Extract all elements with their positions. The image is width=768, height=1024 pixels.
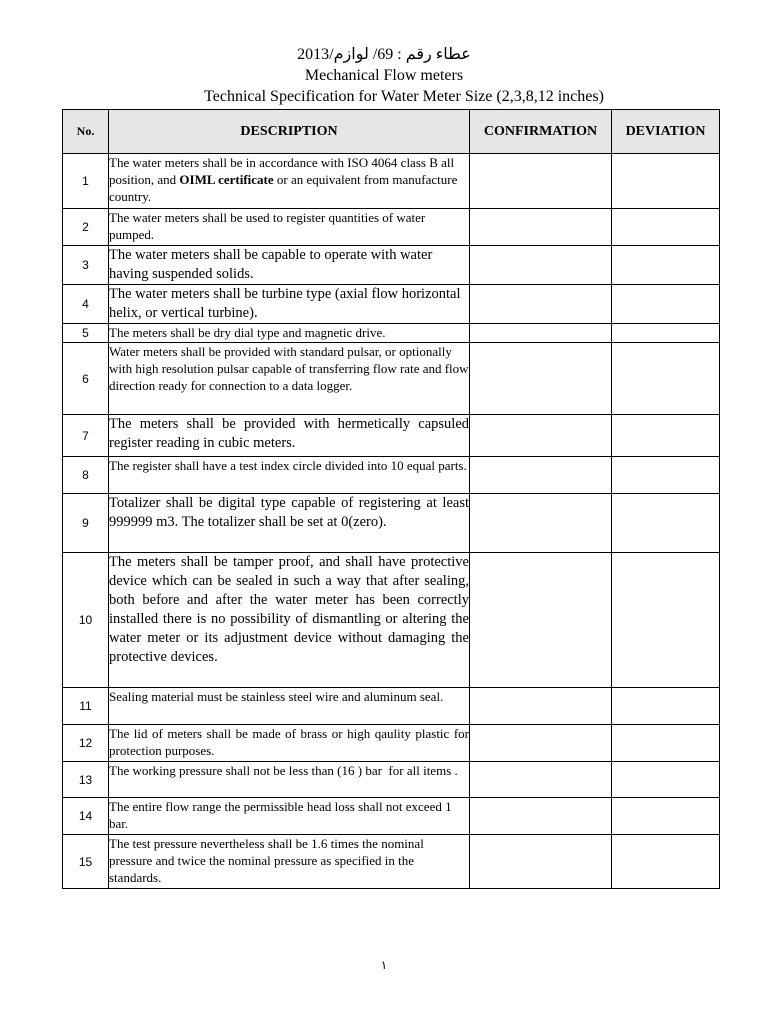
column-header-no: No. (63, 110, 109, 154)
column-header-confirmation: CONFIRMATION (470, 110, 612, 154)
confirmation-cell[interactable] (470, 457, 612, 494)
deviation-cell[interactable] (612, 457, 720, 494)
deviation-cell[interactable] (612, 688, 720, 725)
row-number: 4 (63, 285, 109, 324)
confirmation-cell[interactable] (470, 762, 612, 798)
row-description: The water meters shall be used to register quantities of water pumped. (109, 209, 470, 246)
row-description: Sealing material must be stainless steel wire and aluminum seal. (109, 688, 470, 725)
deviation-cell[interactable] (612, 553, 720, 688)
tender-reference: عطاء رقم : 69/ لوازم/2013 (297, 46, 471, 63)
table-row (63, 553, 720, 688)
row-number: 7 (63, 415, 109, 457)
row-number: 8 (63, 457, 109, 494)
table-row (63, 725, 720, 762)
deviation-cell[interactable] (612, 415, 720, 457)
row-description: The test pressure nevertheless shall be 1.6 times the nominal pressure and twice the nominal pressure as specified in the standards. (109, 835, 470, 889)
row-number: 2 (63, 209, 109, 246)
confirmation-cell[interactable] (470, 285, 612, 324)
confirmation-cell[interactable] (470, 415, 612, 457)
row-description: The water meters shall be capable to operate with water having suspended solids. (109, 246, 470, 285)
row-description: The working pressure shall not be less than (16 ) bar for all items . (109, 762, 470, 798)
row-description: Water meters shall be provided with standard pulsar, or optionally with high resolution pulsar capable of transferring flow rate and flow direction ready for connection to a data logger. (109, 343, 470, 415)
row-description-text: The water meters shall be in accordance with ISO 4064 class B all position, and (109, 155, 455, 187)
row-description: The meters shall be tamper proof, and shall have protective device which can be sealed in such a way that after sealing, both before and after the water meter has been correctly installed there is no possibility of dismantling or altering the water meter or its adjustment device without damaging the protective devices. (109, 553, 470, 688)
row-description: The register shall have a test index circle divided into 10 equal parts. (109, 457, 470, 494)
row-description: Totalizer shall be digital type capable of registering at least 999999 m3. The totalizer shall be set at 0(zero). (109, 494, 470, 553)
table-row (63, 415, 720, 457)
row-description: The meters shall be provided with hermetically capsuled register reading in cubic meters. (109, 415, 470, 457)
table-row (63, 762, 720, 798)
confirmation-cell[interactable] (470, 798, 612, 835)
confirmation-cell[interactable] (470, 209, 612, 246)
table-row (63, 798, 720, 835)
deviation-cell[interactable] (612, 285, 720, 324)
page-number: ١ (380, 958, 388, 972)
confirmation-cell[interactable] (470, 343, 612, 415)
row-number: 14 (63, 798, 109, 835)
row-number: 13 (63, 762, 109, 798)
column-header-description: DESCRIPTION (109, 110, 470, 154)
table-row (63, 324, 720, 343)
row-number: 9 (63, 494, 109, 553)
row-number: 10 (63, 553, 109, 688)
table-row (63, 688, 720, 725)
row-description-bold: OIML certificate (179, 172, 274, 187)
column-header-deviation: DEVIATION (612, 110, 720, 154)
specification-table (62, 109, 720, 889)
row-number: 3 (63, 246, 109, 285)
row-number: 11 (63, 688, 109, 725)
row-description: The lid of meters shall be made of brass or high qaulity plastic for protection purposes. (109, 725, 470, 762)
deviation-cell[interactable] (612, 762, 720, 798)
row-description (109, 154, 470, 209)
row-description: The water meters shall be turbine type (axial flow horizontal helix, or vertical turbine). (109, 285, 470, 324)
confirmation-cell[interactable] (470, 725, 612, 762)
confirmation-cell[interactable] (470, 324, 612, 343)
deviation-cell[interactable] (612, 154, 720, 209)
row-number: 1 (63, 154, 109, 209)
deviation-cell[interactable] (612, 798, 720, 835)
confirmation-cell[interactable] (470, 688, 612, 725)
deviation-cell[interactable] (612, 494, 720, 553)
row-number: 15 (63, 835, 109, 889)
deviation-cell[interactable] (612, 343, 720, 415)
confirmation-cell[interactable] (470, 154, 612, 209)
row-description: The entire flow range the permissible head loss shall not exceed 1 bar. (109, 798, 470, 835)
deviation-cell[interactable] (612, 246, 720, 285)
confirmation-cell[interactable] (470, 246, 612, 285)
table-row (63, 457, 720, 494)
document-header (0, 44, 768, 107)
table-row (63, 246, 720, 285)
table-row (63, 494, 720, 553)
table-row (63, 209, 720, 246)
confirmation-cell[interactable] (470, 553, 612, 688)
deviation-cell[interactable] (612, 725, 720, 762)
table-row (63, 343, 720, 415)
row-description: The meters shall be dry dial type and magnetic drive. (109, 324, 470, 343)
confirmation-cell[interactable] (470, 835, 612, 889)
row-description-text: or an equivalent from manufacture country. (109, 172, 458, 204)
document-subtitle: Technical Specification for Water Meter Size (2,3,8,12 inches) (204, 88, 604, 105)
deviation-cell[interactable] (612, 835, 720, 889)
table-row (63, 835, 720, 889)
deviation-cell[interactable] (612, 324, 720, 343)
document-title: Mechanical Flow meters (304, 67, 464, 84)
row-number: 12 (63, 725, 109, 762)
row-number: 6 (63, 343, 109, 415)
row-number: 5 (63, 324, 109, 343)
table-row (63, 285, 720, 324)
confirmation-cell[interactable] (470, 494, 612, 553)
deviation-cell[interactable] (612, 209, 720, 246)
table-header-row (63, 110, 720, 154)
table-row (63, 154, 720, 209)
